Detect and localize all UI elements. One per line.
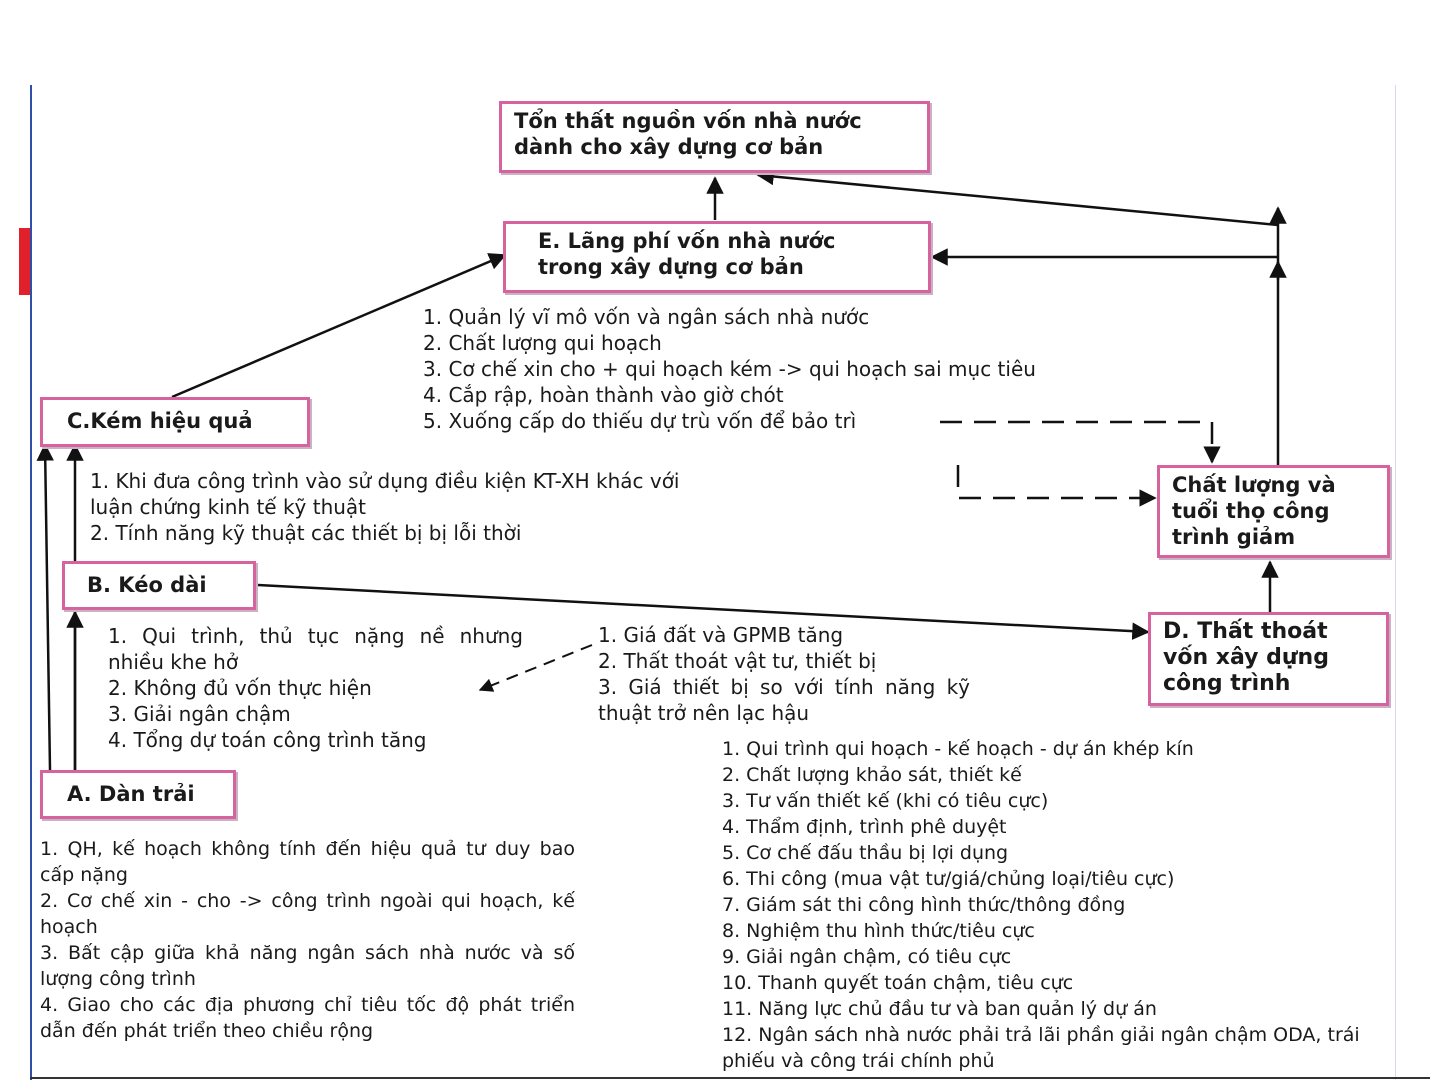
list-item: 12. Ngân sách nhà nước phải trả lãi phần giải ngân chậm ODA, trái phiếu và công trái chính phủ: [722, 1024, 1360, 1072]
scattered-box: A. Dàn trải: [40, 770, 236, 819]
list-item: 2. Thất thoát vật tư, thiết bị: [598, 649, 877, 673]
list-item: 1. Khi đưa công trình vào sử dụng điều kiện KT-XH khác với luận chứng kinh tế kỹ thuật: [90, 469, 680, 519]
leakage-causes-list: [722, 736, 1394, 1074]
list-item: 3. Giải ngân chậm: [108, 702, 291, 726]
prolonged-causes-list: [108, 623, 523, 753]
list-item: 2. Chất lượng khảo sát, thiết kế: [722, 764, 1022, 786]
list-item: 4. Tổng dự toán công trình tăng: [108, 728, 427, 752]
list-item: 3. Cơ chế xin cho + qui hoạch kém -> qui hoạch sai mục tiêu: [423, 357, 1036, 381]
list-item: 6. Thi công (mua vật tư/giá/chủng loại/tiêu cực): [722, 868, 1175, 890]
list-item: 2. Chất lượng qui hoạch: [423, 331, 662, 355]
list-item: 5. Cơ chế đấu thầu bị lợi dụng: [722, 842, 1009, 864]
list-item: 2. Không đủ vốn thực hiện: [108, 676, 372, 700]
prolonged-box: B. Kéo dài: [62, 561, 256, 610]
list-item: 1. QH, kế hoạch không tính đến hiệu quả tư duy bao cấp nặng: [40, 838, 575, 886]
list-item: 4. Giao cho các địa phương chỉ tiêu tốc độ phát triển dẫn đến phát triển theo chiều rộng: [40, 994, 575, 1042]
list-item: 11. Năng lực chủ đầu tư và ban quản lý dự án: [722, 998, 1157, 1020]
list-item: 4. Cắp rập, hoàn thành vào giờ chót: [423, 383, 784, 407]
arrow-scattered-to-inefficient-1: [45, 445, 50, 770]
list-item: 3. Bất cập giữa khả năng ngân sách nhà nước và số lượng công trình: [40, 942, 575, 990]
price-causes-list: [598, 622, 970, 726]
waste-causes-list: [423, 304, 1103, 434]
loss-box: Tổn thất nguồn vốn nhà nước dành cho xây dựng cơ bản: [499, 101, 930, 173]
list-item: 8. Nghiệm thu hình thức/tiêu cực: [722, 920, 1035, 942]
list-item: 10. Thanh quyết toán chậm, tiêu cực: [722, 972, 1074, 994]
list-item: 1. Quản lý vĩ mô vốn và ngân sách nhà nước: [423, 305, 870, 329]
list-item: 1. Qui trình, thủ tục nặng nề nhưng nhiều khe hở: [108, 624, 523, 674]
waste-box: E. Lãng phí vốn nhà nước trong xây dựng cơ bản: [503, 221, 931, 293]
scattered-causes-list: [40, 836, 575, 1044]
list-item: 2. Tính năng kỹ thuật các thiết bị bị lỗi thời: [90, 521, 522, 545]
list-item: 9. Giải ngân chậm, có tiêu cực: [722, 946, 1012, 968]
inefficient-box: C.Kém hiệu quả: [40, 397, 310, 447]
list-item: 5. Xuống cấp do thiếu dự trù vốn để bảo trì: [423, 409, 857, 433]
quality-box: Chất lượng và tuổi thọ công trình giảm: [1157, 465, 1390, 558]
list-item: 1. Qui trình qui hoạch - kế hoạch - dự án khép kín: [722, 738, 1194, 760]
list-item: 3. Tư vấn thiết kế (khi có tiêu cực): [722, 790, 1049, 812]
list-item: 4. Thẩm định, trình phê duyệt: [722, 816, 1007, 838]
leakage-box: D. Thất thoát vốn xây dựng công trình: [1148, 612, 1389, 706]
inefficient-causes-list: [90, 468, 710, 546]
list-item: 3. Giá thiết bị so với tính năng kỹ thuật trở nên lạc hậu: [598, 675, 970, 725]
list-item: 2. Cơ chế xin - cho -> công trình ngoài qui hoạch, kế hoạch: [40, 890, 575, 938]
arrow-trunk-to-loss: [758, 175, 1278, 225]
dashed-arrow-maintenance-to-quality: [958, 465, 1155, 498]
list-item: 7. Giám sát thi công hình thức/thông đồng: [722, 894, 1126, 916]
list-item: 1. Giá đất và GPMB tăng: [598, 623, 844, 647]
